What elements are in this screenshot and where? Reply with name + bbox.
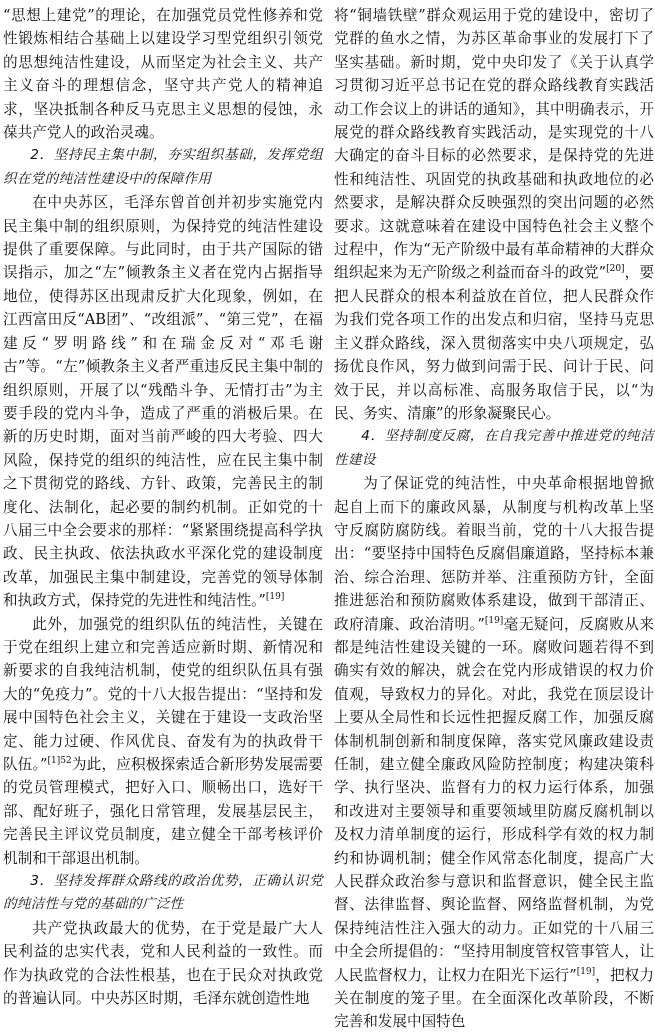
section-heading: 3．坚持发挥群众路线的政治优势，正确认识党的纯洁性与党的基础的广泛性	[3, 873, 323, 913]
section-heading: 4．坚持制度反腐，在自我完善中推进党的纯洁性建设	[334, 428, 654, 468]
paragraph-text: 为此，应积极探索适合新形势发展需要的党员管理模式，把好入口、顺畅出口，选好干部、配好班子，强化日常管理，发展基层民主，完善民主评议党员制度，建立健全干部考核评价机制和干部退出机制。	[3, 756, 323, 867]
section-heading: 2．坚持民主集中制，夯实组织基础，发挥党组织在党的纯洁性建设中的保障作用	[3, 147, 323, 187]
left-column	[3, 4, 323, 1010]
citation-mark: [19]	[484, 615, 504, 626]
paragraph	[3, 191, 323, 612]
paragraph: “思想上建党”的理论，在加强党员党性修养和党性锻炼相结合基础上以建设学习型党组织引领党的思想纯洁性建设，从而坚定为社会主义、共产主义奋斗的理想信念，坚守共产党人的精神追求，坚决抵制各种反马克思主义思想的侵蚀，永葆共产党人的政治灵魂。	[3, 7, 323, 142]
paragraph-text: ，要把人民群众的根本利益放在首位，把人民群众作为我们党各项工作的出发点和归宿，坚持马克思主义群众路线，深入贯彻落实中央八项规定，弘扬优良作风，努力做到问需于民、问计于民、问效于民，并以高标准、高服务取信于民，以“为民、务实、清廉”的形象凝聚民心。	[334, 264, 654, 422]
paragraph-text: 此外，加强党的组织队伍的纯洁性，关键在于党在组织上建立和完善适应新时期、新情况和新要求的自我纯洁机制，使党的组织队伍具有强大的“免疫力”。党的十八大报告提出：“坚持和发展中国特色社会主义，关键在于建设一支政治坚定、能力过硬、作风优良、奋发有为的执政骨干队伍。”	[3, 615, 323, 773]
citation-mark: [19]	[576, 966, 596, 977]
paragraph	[334, 4, 654, 425]
paragraph	[3, 613, 323, 870]
paragraph-text: 毫无疑问，反腐败从来都是纯洁性建设关键的一环。腐败问题若得不到确实有效的解决，就会在党内形成错误的权力价值观，导致权力的异化。对此，我党在顶层设计上要从全局性和长远性把握反腐工作，加强反腐体制机制创新和制度保障，落实党风廉政建设责任制，建立健全廉政风险防控制度；构建决策科学、执行坚决、监督有力的权力运行体系，加强和改进对主要领导和重要领域里防腐反腐机制以及权力清单制度的运行，形成科学有效的权力制约和协调机制；健全作风常态化制度，提高广大人民群众政治参与意识和监督意识，健全民主监督、法律监督、舆论监督、网络监督机制，为党保持纯洁性注入强大的动力。正如党的十八届三中全会所提倡的：“坚持用制度管权管事管人，让人民监督权力，让权力在阳光下运行”	[334, 615, 654, 984]
paragraph-text: ，把权力关在制度的笼子里。在全面深化改革阶段，不断完善和发展中国特色	[334, 966, 654, 1031]
citation-mark: [1]52	[47, 756, 72, 767]
paragraph: 共产党执政最大的优势，在于党是最广大人民利益的忠实代表，党和人民利益的一致性。而作为执政党的合法性根基，也在于民众对执政党的普遍认同。中央苏区时期，毛泽东就创造性地	[3, 919, 323, 1008]
citation-mark: [19]	[265, 592, 285, 603]
paragraph-text: 为了保证党的纯洁性，中央革命根据地曾掀起自上而下的廉政风暴，从制度与机构改革上坚守反腐防腐防线。着眼当前，党的十八大报告提出：“要坚持中国特色反腐倡廉道路，坚持标本兼治、综合治理、惩防并举、注重预防方针，全面推进惩治和预防腐败体系建设，做到干部清正、政府清廉、政治清明。”	[334, 475, 654, 633]
citation-mark: [20]	[606, 264, 625, 275]
right-column	[334, 4, 654, 1034]
paragraph-text: 将“铜墙铁壁”群众观运用于党的建设中，密切了党群的鱼水之情，为苏区革命事业的发展打下了坚实基础。新时期，党中央印发了《关于认真学习贯彻习近平总书记在党的群众路线教育实践活动工作会议上的讲话的通知》，其中明确表示，开展党的群众路线教育实践活动，是实现党的十八大确定的奋斗目标的必然要求，是保持党的先进性和纯洁性、巩固党的执政基础和执政地位的必然要求，是解决群众反映强烈的突出问题的必然要求。这就意味着在建设中国特色社会主义整个过程中，作为“无产阶级中最有革命精神的大群众组织起来为无产阶级之利益而奋斗的政党”	[334, 7, 654, 282]
paragraph-text: 在中央苏区，毛泽东曾首创并初步实施党内民主集中制的组织原则，为保持党的纯洁性建设提供了重要保障。与此同时，由于共产国际的错误指示，加之“左”倾教条主义者在党内占据指导地位，使得苏区出现肃反扩大化现象，例如，在江西富田反“AB团”、“改组派”、“第三党”，在福建反“罗明路线”和在瑞金反对“邓毛谢古”等。“左”倾教条主义者严重违反民主集中制的组织原则，开展了以“残酷斗争、无情打击”为主要手段的党内斗争，造成了严重的消极后果。在新的历史时期，面对当前严峻的四大考验、四大风险，保持党的组织的纯洁性，应在民主集中制之下贯彻党的路线、方针、政策，完善民主的制度化、法制化，起必要的制约机制。正如党的十八届三中全会要求的那样：“紧紧围绕提高科学执政、民主执政、依法执政水平深化党的建设制度改革，加强民主集中制建设，完善党的领导体制和执政方式，保持党的先进性和纯洁性。”	[3, 194, 323, 610]
paragraph	[334, 472, 654, 1034]
